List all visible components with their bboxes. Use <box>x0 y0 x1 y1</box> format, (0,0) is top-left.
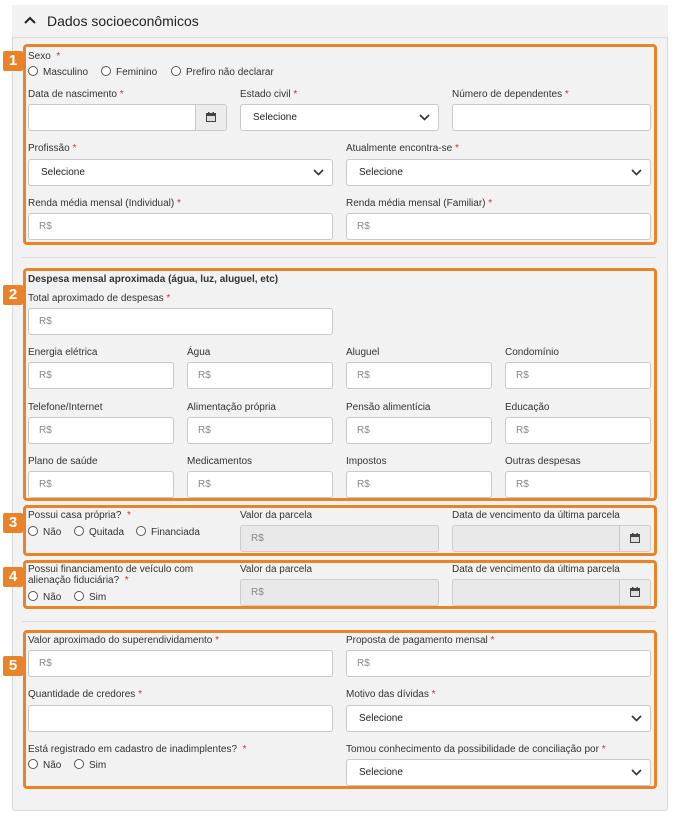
radio-casa-quitada[interactable]: Quitada <box>74 526 124 539</box>
badge-1: 1 <box>3 51 23 71</box>
aluguel-label: Aluguel <box>346 347 380 358</box>
profissao-label: Profissão * <box>28 143 77 154</box>
calendar-button[interactable] <box>619 580 650 605</box>
renda-individual-label: Renda média mensal (Individual) * <box>28 198 181 209</box>
divider <box>22 621 656 622</box>
pensao-label: Pensão alimentícia <box>346 402 431 413</box>
agua-input[interactable]: R$ <box>187 362 333 389</box>
badge-3: 3 <box>3 513 23 533</box>
badge-5: 5 <box>3 656 23 676</box>
divider <box>22 257 656 258</box>
chevron-down-icon <box>631 715 642 722</box>
profissao-select[interactable]: Selecione <box>28 159 333 186</box>
nascimento-label: Data de nascimento * <box>28 89 124 100</box>
cadastro-label: Está registrado em cadastro de inadimplentes? * <box>28 744 247 755</box>
impostos-input[interactable]: R$ <box>346 471 492 498</box>
energia-label: Energia elétrica <box>28 347 98 358</box>
nascimento-input[interactable] <box>28 104 227 131</box>
radio-cadastro-nao[interactable]: Não <box>28 759 61 772</box>
total-despesas-label: Total aproximado de despesas * <box>28 293 171 304</box>
telefone-input[interactable]: R$ <box>28 417 174 444</box>
badge-4: 4 <box>3 567 23 587</box>
estado-civil-label: Estado civil * <box>240 89 298 100</box>
radio-veiculo-nao[interactable]: Não <box>28 591 61 604</box>
calendar-icon <box>206 112 216 122</box>
chevron-down-icon <box>313 169 324 176</box>
medicamentos-label: Medicamentos <box>187 456 253 467</box>
calendar-button[interactable] <box>619 526 650 551</box>
aluguel-input[interactable]: R$ <box>346 362 492 389</box>
outras-despesas-input[interactable]: R$ <box>505 471 651 498</box>
radio-prefiro-nao-declarar[interactable]: Prefiro não declarar <box>171 66 274 79</box>
condominio-label: Condomínio <box>505 347 559 358</box>
radio-casa-financiada[interactable]: Financiada <box>136 526 200 539</box>
superendividamento-label: Valor aproximado do superendividamento * <box>28 635 220 646</box>
chevron-up-icon[interactable] <box>24 15 36 25</box>
calendar-icon <box>630 533 640 543</box>
casa-valor-parcela-input[interactable]: R$ <box>240 525 439 552</box>
radio-cadastro-sim[interactable]: Sim <box>74 759 106 772</box>
credores-label: Quantidade de credores * <box>28 689 142 700</box>
radio-veiculo-sim[interactable]: Sim <box>74 591 106 604</box>
telefone-label: Telefone/Internet <box>28 402 103 413</box>
casa-data-vencimento-label: Data de vencimento da última parcela <box>452 510 620 521</box>
chevron-down-icon <box>631 169 642 176</box>
radio-casa-nao[interactable]: Não <box>28 526 61 539</box>
badge-2: 2 <box>3 285 23 305</box>
alimentacao-label: Alimentação própria <box>187 402 276 413</box>
educacao-input[interactable]: R$ <box>505 417 651 444</box>
renda-familiar-input[interactable]: R$ <box>346 213 651 240</box>
alimentacao-input[interactable]: R$ <box>187 417 333 444</box>
radio-feminino[interactable]: Feminino <box>101 66 157 79</box>
radio-masculino[interactable]: Masculino <box>28 66 88 79</box>
veiculo-label-line2: alienação fiduciária? * <box>28 575 129 586</box>
panel-title: Dados socioeconômicos <box>47 13 199 29</box>
chevron-down-icon <box>419 114 430 121</box>
chevron-down-icon <box>631 769 642 776</box>
casa-propria-label: Possui casa própria? * <box>28 510 131 521</box>
casa-valor-parcela-label: Valor da parcela <box>240 510 313 521</box>
energia-input[interactable]: R$ <box>28 362 174 389</box>
pensao-input[interactable]: R$ <box>346 417 492 444</box>
conciliacao-label: Tomou conhecimento da possibilidade de conciliação por * <box>346 744 606 755</box>
veiculo-valor-parcela-label: Valor da parcela <box>240 564 313 575</box>
veiculo-label-line1: Possui financiamento de veículo com <box>28 564 194 575</box>
veiculo-data-vencimento-input[interactable] <box>452 579 651 606</box>
superendividamento-input[interactable]: R$ <box>28 650 333 677</box>
outras-despesas-label: Outras despesas <box>505 456 581 467</box>
sexo-label: Sexo * <box>28 51 61 62</box>
casa-data-vencimento-input[interactable] <box>452 525 651 552</box>
credores-input[interactable] <box>28 705 333 732</box>
calendar-icon <box>630 587 640 597</box>
estado-civil-select[interactable]: Selecione <box>240 104 439 131</box>
veiculo-data-vencimento-label: Data de vencimento da última parcela <box>452 564 620 575</box>
proposta-label: Proposta de pagamento mensal * <box>346 635 495 646</box>
dependentes-input[interactable] <box>452 104 651 131</box>
educacao-label: Educação <box>505 402 550 413</box>
dependentes-label: Número de dependentes * <box>452 89 569 100</box>
veiculo-valor-parcela-input[interactable]: R$ <box>240 579 439 606</box>
conciliacao-select[interactable]: Selecione <box>346 759 651 786</box>
plano-saude-label: Plano de saúde <box>28 456 98 467</box>
condominio-input[interactable]: R$ <box>505 362 651 389</box>
renda-individual-input[interactable]: R$ <box>28 213 333 240</box>
motivo-select[interactable]: Selecione <box>346 705 651 732</box>
despesa-section-title: Despesa mensal aproximada (água, luz, aluguel, etc) <box>28 274 279 285</box>
impostos-label: Impostos <box>346 456 387 467</box>
calendar-button[interactable] <box>195 105 226 130</box>
medicamentos-input[interactable]: R$ <box>187 471 333 498</box>
atualmente-label: Atualmente encontra-se * <box>346 143 459 154</box>
agua-label: Água <box>187 347 211 358</box>
proposta-input[interactable]: R$ <box>346 650 651 677</box>
renda-familiar-label: Renda média mensal (Familiar) * <box>346 198 493 209</box>
motivo-label: Motivo das dívidas * <box>346 689 436 700</box>
total-despesas-input[interactable]: R$ <box>28 308 333 335</box>
plano-saude-input[interactable]: R$ <box>28 471 174 498</box>
atualmente-select[interactable]: Selecione <box>346 159 651 186</box>
